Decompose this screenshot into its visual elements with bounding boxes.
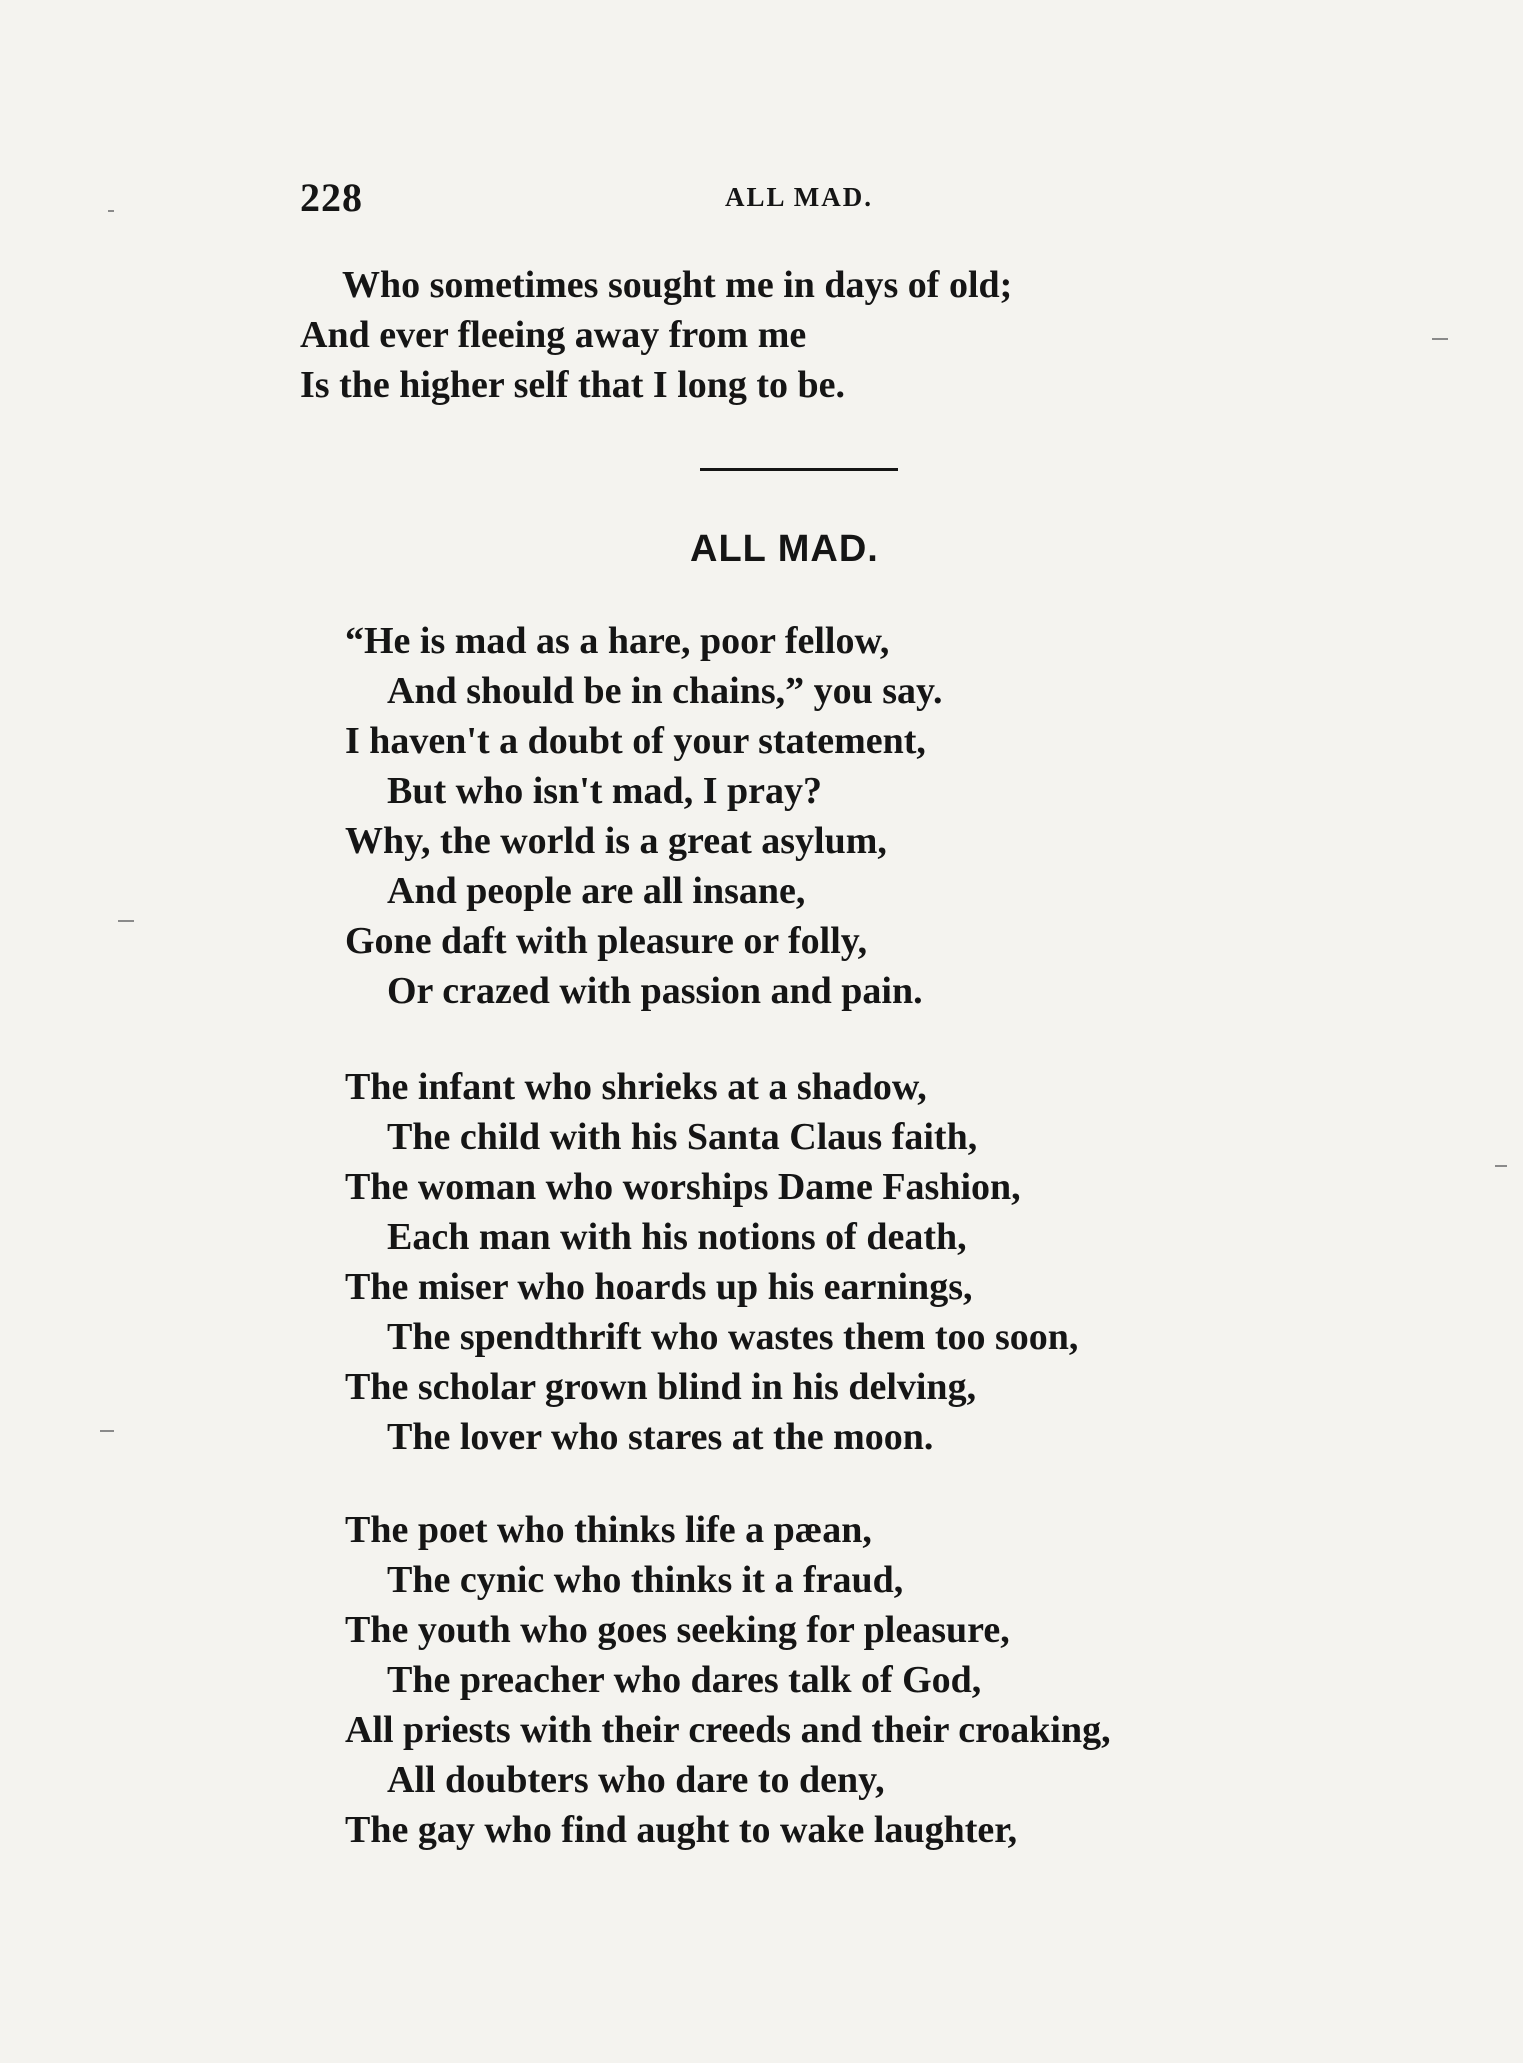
running-title: ALL MAD. (725, 182, 874, 212)
verse-line: Each man with his notions of death, (387, 1216, 967, 1258)
page-number: 228 (300, 175, 363, 220)
verse-line: The poet who thinks life a pæan, (345, 1509, 872, 1551)
verse-line: Is the higher self that I long to be. (300, 364, 846, 406)
stanza-1 (345, 616, 942, 1016)
section-divider (700, 468, 898, 471)
running-head (300, 174, 1350, 224)
verse-line: And people are all insane, (387, 870, 806, 912)
verse-line: The preacher who dares talk of God, (387, 1659, 982, 1701)
scan-speck (1495, 1165, 1507, 1167)
scan-speck (108, 210, 114, 212)
verse-line: Gone daft with pleasure or folly, (345, 920, 868, 962)
stanza-2 (345, 1062, 1078, 1462)
verse-line: And should be in chains,” you say. (387, 670, 943, 712)
verse-line: And ever fleeing away from me (300, 314, 807, 356)
verse-line: The youth who goes seeking for pleasure, (345, 1609, 1010, 1651)
scan-speck (100, 1430, 114, 1432)
stanza-3 (345, 1505, 1111, 1855)
verse-line: Who sometimes sought me in days of old; (342, 264, 1013, 306)
verse-line: The scholar grown blind in his delving, (345, 1366, 977, 1408)
verse-line: The gay who find aught to wake laughter, (345, 1809, 1018, 1851)
verse-line: The child with his Santa Claus faith, (387, 1116, 978, 1158)
verse-line: The lover who stares at the moon. (387, 1416, 934, 1458)
verse-line: The miser who hoards up his earnings, (345, 1266, 973, 1308)
verse-line: “He is mad as a hare, poor fellow, (345, 620, 890, 662)
verse-line: The spendthrift who wastes them too soon, (387, 1316, 1079, 1358)
verse-line: The cynic who thinks it a fraud, (387, 1559, 904, 1601)
scan-speck (1432, 338, 1448, 340)
poem-title: ALL MAD. (690, 528, 879, 570)
verse-line: Why, the world is a great asylum, (345, 820, 887, 862)
previous-poem-ending (300, 260, 1012, 410)
verse-line: The infant who shrieks at a shadow, (345, 1066, 927, 1108)
verse-line: All priests with their creeds and their croaking, (345, 1709, 1111, 1751)
verse-line: The woman who worships Dame Fashion, (345, 1166, 1021, 1208)
scan-speck (118, 920, 134, 922)
verse-line: I haven't a doubt of your statement, (345, 720, 926, 762)
verse-line: All doubters who dare to deny, (387, 1759, 885, 1801)
verse-line: But who isn't mad, I pray? (387, 770, 822, 812)
verse-line: Or crazed with passion and pain. (387, 970, 923, 1012)
